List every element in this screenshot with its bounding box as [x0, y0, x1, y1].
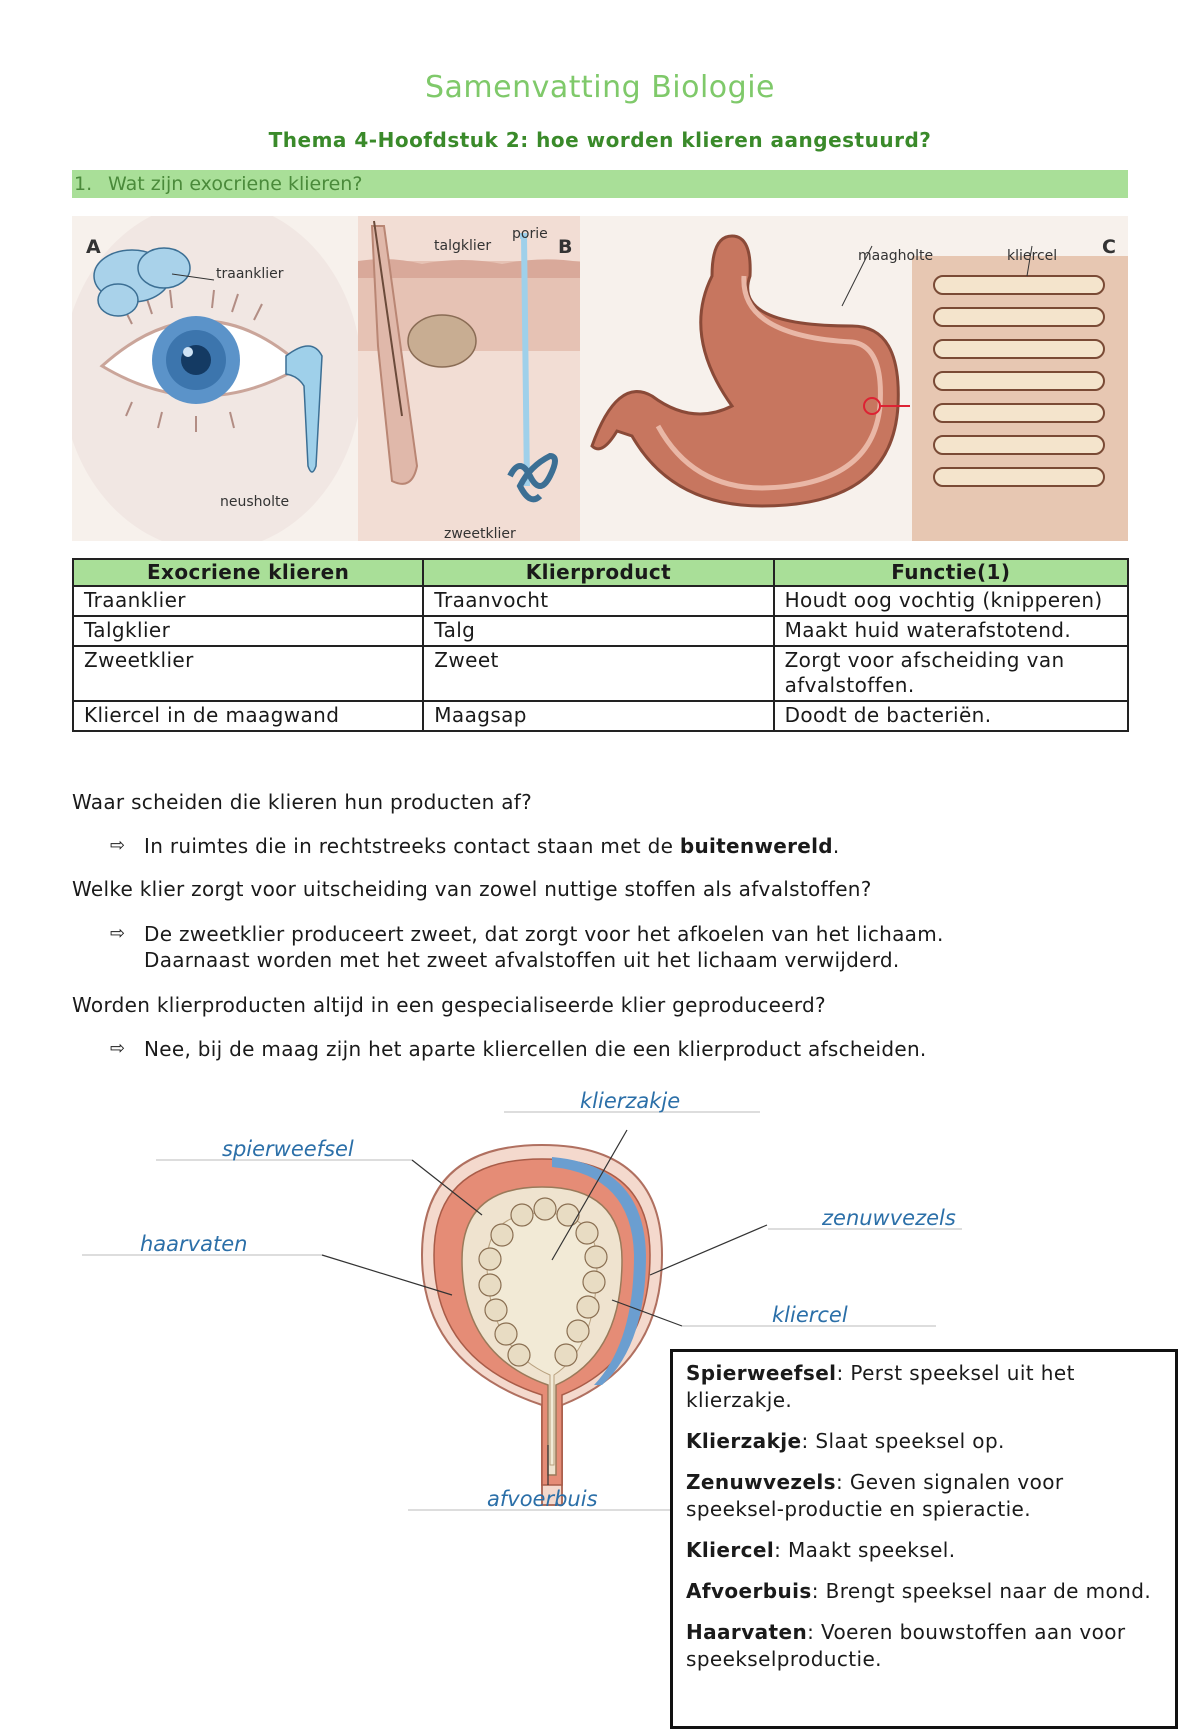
- legend-text: : Voeren bouwstoffen aan voor speekselproductie.: [686, 1620, 1126, 1671]
- legend-text: : Slaat speeksel op.: [801, 1429, 1005, 1453]
- talgklier-label: talgklier: [434, 238, 492, 254]
- legend-text: : Brengt speeksel naar de mond.: [811, 1579, 1152, 1603]
- table-cell: Kliercel in de maagwand: [73, 701, 423, 731]
- answer-2-text: De zweetklier produceert zweet, dat zorgt voor het afkoelen van het lichaam. Daarnaast worden met het zweet afvalstoffen uit het lichaam verwijderd.: [144, 922, 944, 972]
- zweetklier-label: zweetklier: [444, 526, 516, 541]
- exocrine-glands-table: [72, 558, 1129, 732]
- table-cell: Traanvocht: [423, 586, 773, 616]
- column-header: Klierproduct: [423, 559, 773, 586]
- table-row: [73, 701, 1128, 731]
- answer-2: [110, 921, 1040, 973]
- panel-b-letter: B: [558, 236, 573, 258]
- table-cell: Traanklier: [73, 586, 423, 616]
- legend-term: Spierweefsel: [686, 1361, 837, 1385]
- arrow-right-icon: ⇨: [110, 923, 126, 944]
- answer-3-text: Nee, bij de maag zijn het aparte kliercellen die een klierproduct afscheiden.: [144, 1037, 927, 1061]
- table-row: [73, 586, 1128, 616]
- answer-1-text: [144, 833, 1110, 859]
- table-cell: Zorgt voor afscheiding van afvalstoffen.: [774, 646, 1128, 701]
- legend-text: : Perst speeksel uit het klierzakje.: [686, 1361, 1075, 1412]
- afvoerbuis-label: afvoerbuis: [487, 1487, 598, 1511]
- question-1: Waar scheiden die klieren hun producten af?: [72, 790, 533, 814]
- answer-1-pre: In ruimtes die in rechtstreeks contact staan met de: [144, 834, 680, 858]
- legend-term: Klierzakje: [686, 1429, 802, 1453]
- legend-item: [686, 1469, 1162, 1523]
- table-cell: Zweetklier: [73, 646, 423, 701]
- table-cell: Doodt de bacteriën.: [774, 701, 1128, 731]
- porie-label: porie: [512, 226, 548, 242]
- page-title: Samenvatting Biologie: [424, 70, 775, 105]
- traanklier-label: traanklier: [216, 266, 284, 282]
- panel-c-letter: C: [1102, 236, 1116, 258]
- spierweefsel-label: spierweefsel: [222, 1137, 354, 1161]
- page-subtitle: Thema 4-Hoofdstuk 2: hoe worden klieren aangestuurd?: [268, 128, 932, 152]
- legend-item: [686, 1619, 1162, 1673]
- answer-3: [110, 1036, 1110, 1062]
- table-cell: Talg: [423, 616, 773, 646]
- legend-term: Kliercel: [686, 1538, 775, 1562]
- maagholte-label: maagholte: [858, 248, 934, 264]
- neusholte-label: neusholte: [220, 494, 290, 510]
- answer-1: [110, 833, 1110, 859]
- question-2: Welke klier zorgt voor uitscheiding van zowel nuttige stoffen als afvalstoffen?: [72, 877, 872, 901]
- table-row: [73, 646, 1128, 701]
- panel-a-letter: A: [86, 236, 101, 258]
- arrow-right-icon: ⇨: [110, 835, 126, 856]
- table-cell: Maakt huid waterafstotend.: [774, 616, 1128, 646]
- table-cell: Houdt oog vochtig (knipperen): [774, 586, 1128, 616]
- legend-term: Zenuwvezels: [686, 1470, 836, 1494]
- table-cell: Maagsap: [423, 701, 773, 731]
- table-cell: Talgklier: [73, 616, 423, 646]
- table-row: [73, 616, 1128, 646]
- legend-text: : Maakt speeksel.: [774, 1538, 956, 1562]
- kliercel-label-fig1: kliercel: [1007, 248, 1058, 264]
- klierzakje-label: klierzakje: [580, 1089, 681, 1113]
- table-header-row: [73, 559, 1128, 586]
- legend-text: : Geven signalen voor speeksel-productie en spieractie.: [686, 1470, 1064, 1521]
- legend-item: [686, 1578, 1162, 1605]
- answer-1-post: .: [832, 834, 840, 858]
- section-heading-text: Wat zijn exocriene klieren?: [108, 173, 363, 195]
- table-cell: Zweet: [423, 646, 773, 701]
- exocrine-glands-figure: [72, 216, 1128, 541]
- section-number: 1.: [74, 173, 93, 195]
- answer-1-bold: buitenwereld: [679, 834, 833, 858]
- kliercel-label-fig2: kliercel: [772, 1303, 848, 1327]
- legend-term: Afvoerbuis: [686, 1579, 812, 1603]
- legend-box: [670, 1349, 1178, 1729]
- column-header: Functie(1): [774, 559, 1128, 586]
- question-3: Worden klierproducten altijd in een gespecialiseerde klier geproduceerd?: [72, 993, 826, 1017]
- zenuwvezels-label: zenuwvezels: [822, 1206, 956, 1230]
- haarvaten-label: haarvaten: [140, 1232, 248, 1256]
- legend-term: Haarvaten: [686, 1620, 808, 1644]
- legend-item: [686, 1360, 1162, 1414]
- legend-item: [686, 1428, 1162, 1455]
- arrow-right-icon: ⇨: [110, 1038, 126, 1059]
- legend-item: [686, 1537, 1162, 1564]
- column-header: Exocriene klieren: [73, 559, 423, 586]
- section-heading: [72, 170, 1128, 198]
